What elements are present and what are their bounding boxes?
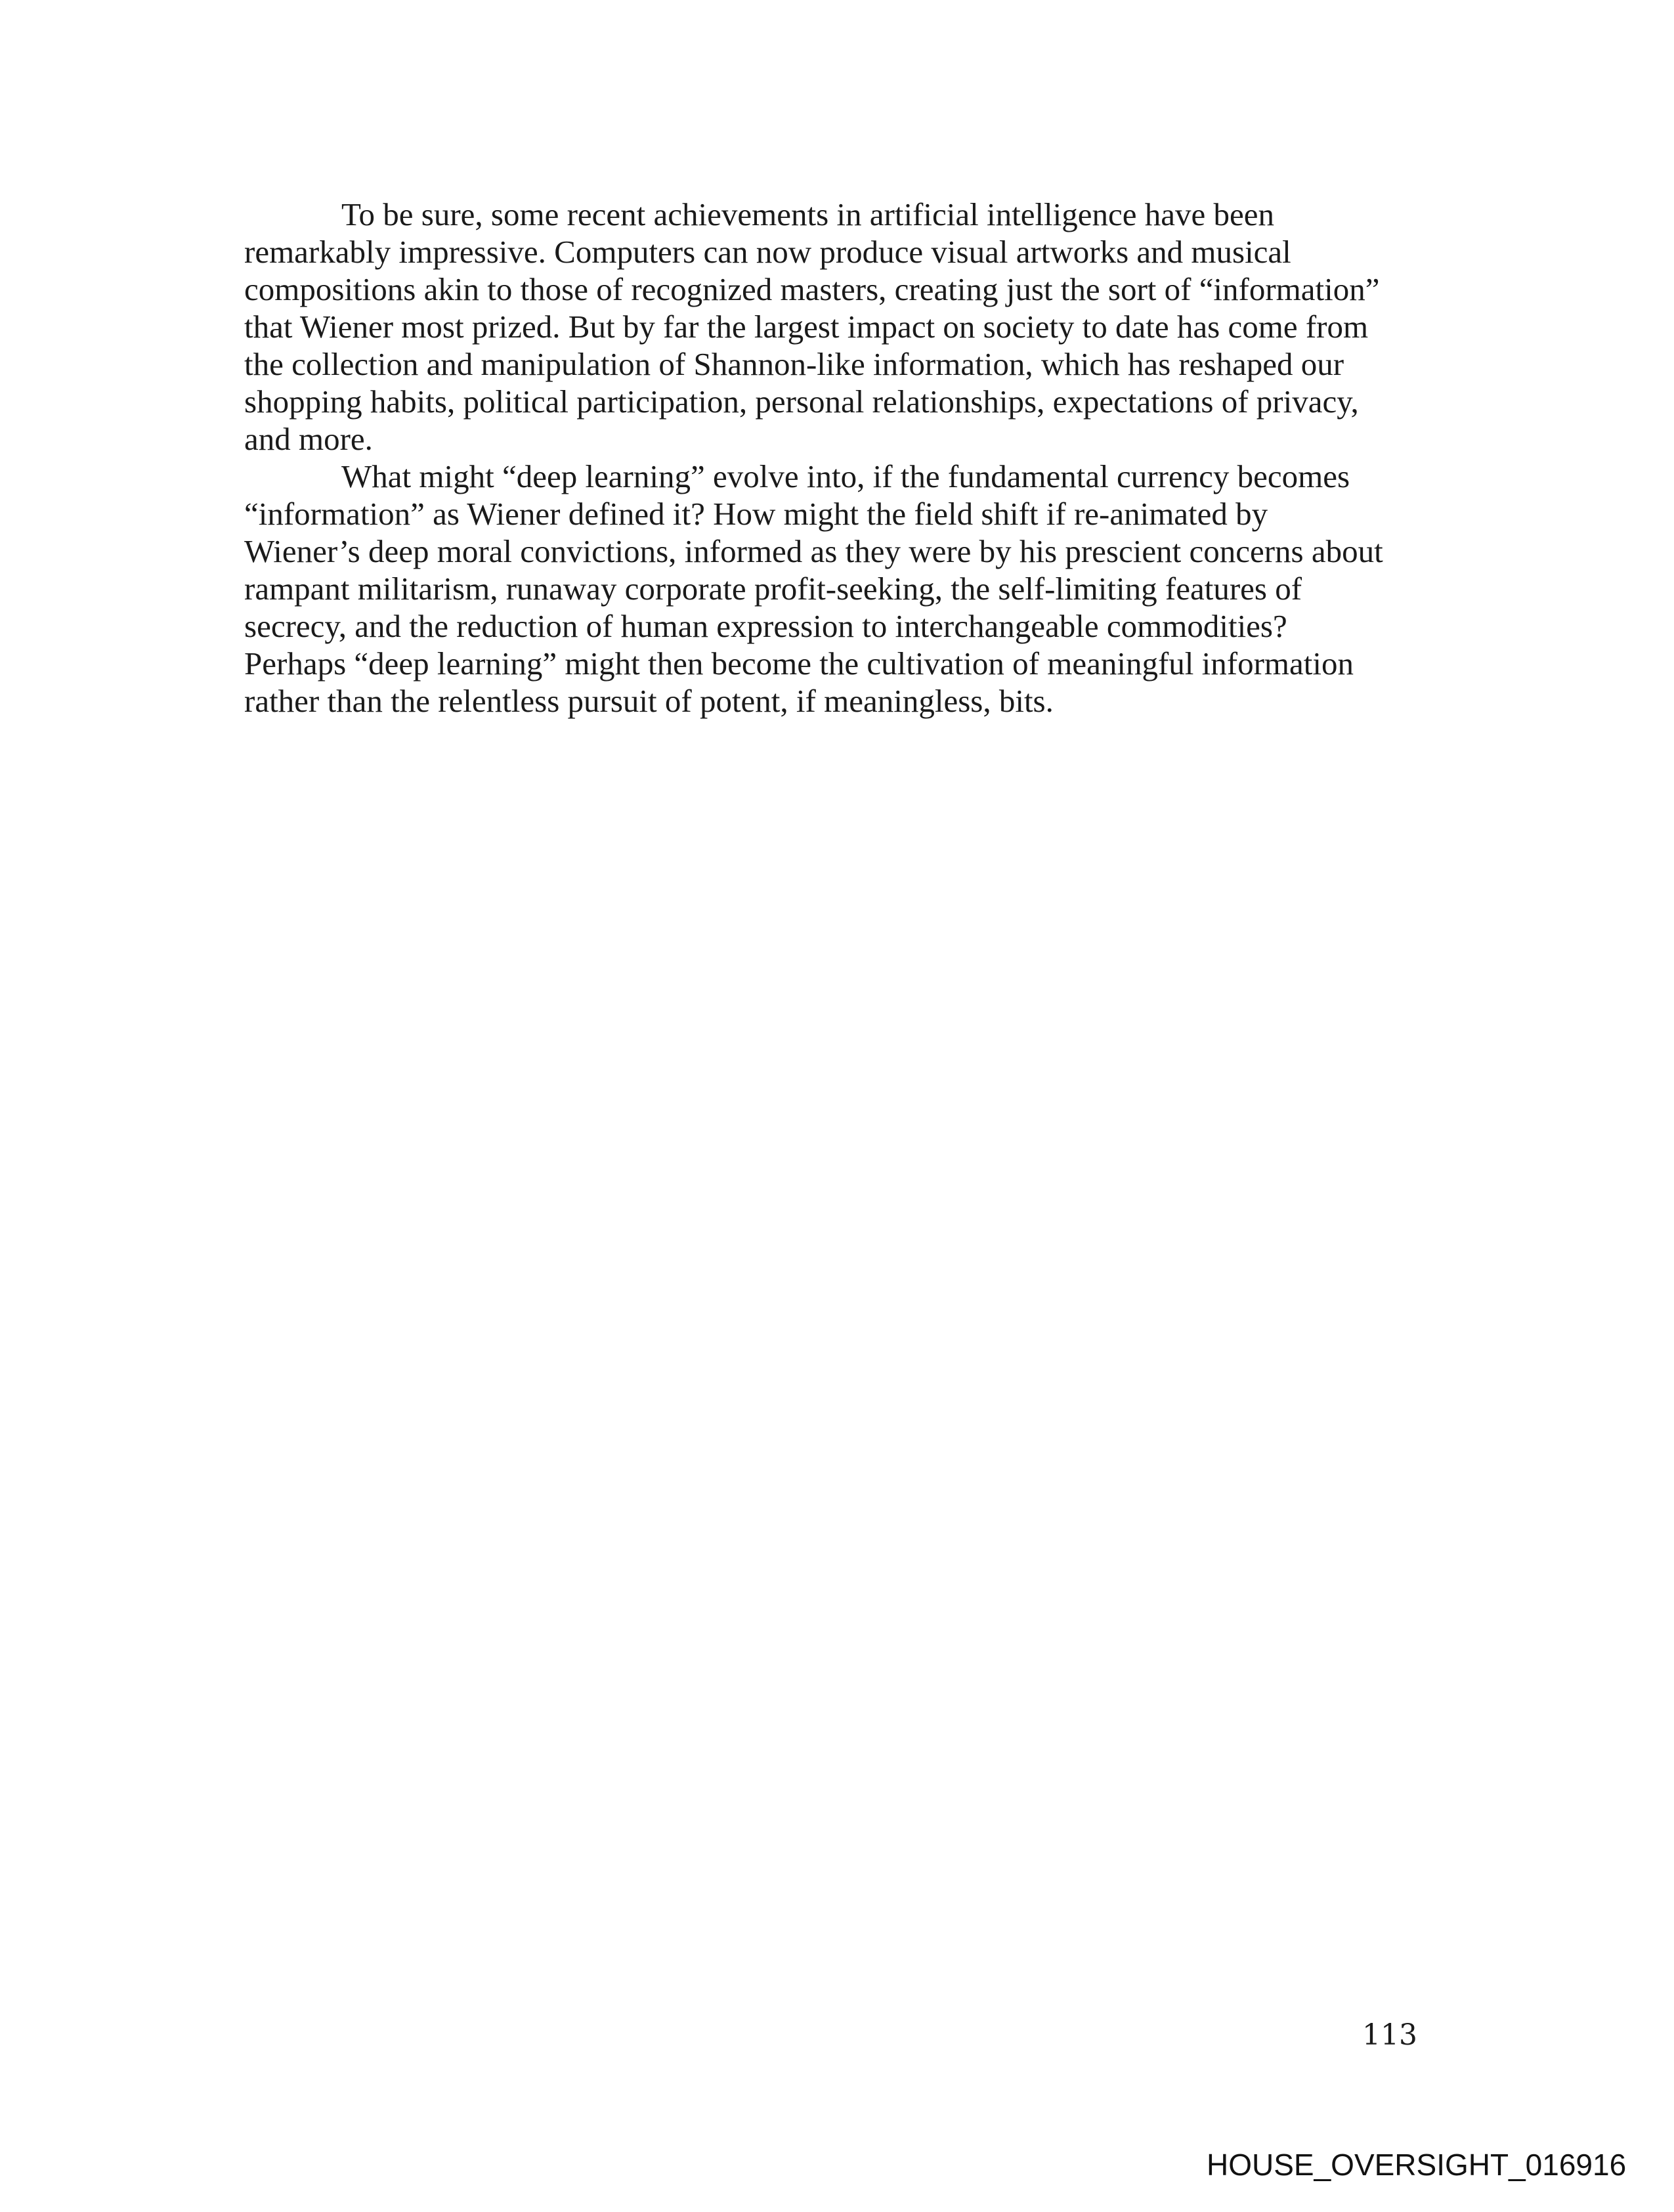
page-number: 113 xyxy=(1362,2018,1417,2052)
body-text xyxy=(244,196,1413,720)
paragraph-line: Wiener’s deep moral convictions, informed as they were by his prescient concerns about xyxy=(244,533,1383,569)
paragraph-line: rather than the relentless pursuit of potent, if meaningless, bits. xyxy=(244,683,1054,719)
paragraph-line: the collection and manipulation of Shannon-like information, which has reshaped our xyxy=(244,346,1344,382)
paragraph-2 xyxy=(244,458,1413,720)
paragraph-line: To be sure, some recent achievements in artificial intelligence have been xyxy=(341,196,1275,232)
paragraph-line: What might “deep learning” evolve into, if the fundamental currency becomes xyxy=(341,458,1350,494)
paragraph-1 xyxy=(244,196,1413,458)
paragraph-line: secrecy, and the reduction of human expression to interchangeable commodities? xyxy=(244,608,1287,644)
bates-number: HOUSE_OVERSIGHT_016916 xyxy=(1207,2148,1627,2182)
paragraph-line: and more. xyxy=(244,421,373,457)
paragraph-line: rampant militarism, runaway corporate profit-seeking, the self-limiting features of xyxy=(244,571,1302,607)
paragraph-line: “information” as Wiener defined it? How might the field shift if re-animated by xyxy=(244,496,1268,532)
paragraph-line: shopping habits, political participation, personal relationships, expectations of privacy, xyxy=(244,383,1359,420)
paragraph-line: that Wiener most prized. But by far the largest impact on society to date has come from xyxy=(244,309,1369,345)
paragraph-line: remarkably impressive. Computers can now produce visual artworks and musical xyxy=(244,234,1291,270)
paragraph-line: compositions akin to those of recognized masters, creating just the sort of “information” xyxy=(244,271,1380,307)
paragraph-line: Perhaps “deep learning” might then become the cultivation of meaningful information xyxy=(244,645,1354,682)
